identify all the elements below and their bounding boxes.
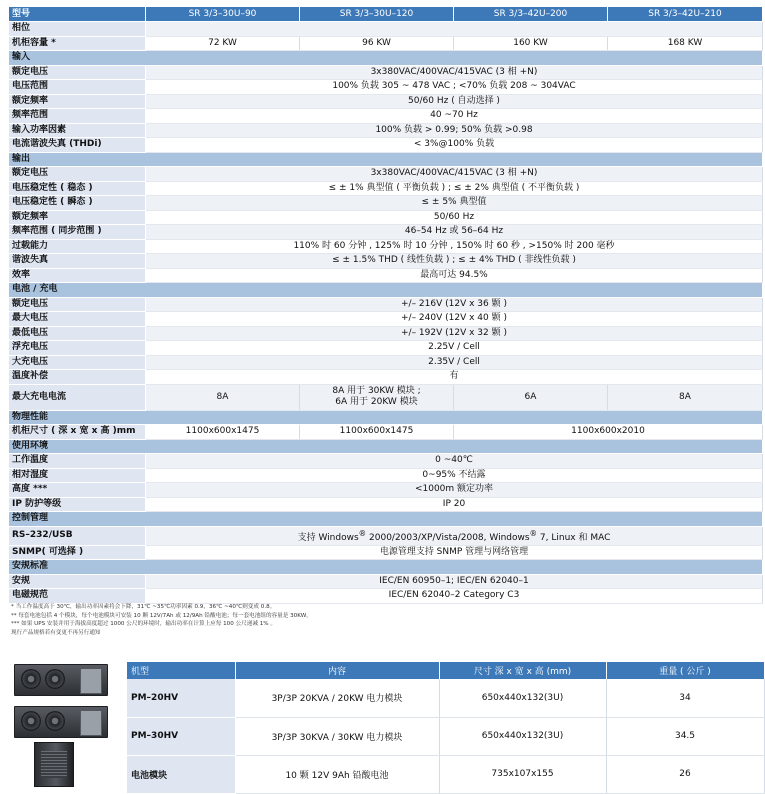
row-label: 额定电压 xyxy=(9,167,146,182)
charge-line: 8A 用于 30KW 模块 ; xyxy=(332,386,421,396)
row-value: 50/60 Hz ( 自动选择 ) xyxy=(146,94,763,109)
spec-row xyxy=(9,80,763,95)
module-weight: 26 xyxy=(606,755,764,793)
spec-row xyxy=(9,196,763,211)
os-support-suffix: 7, Linux 和 MAC xyxy=(537,532,611,543)
row-label: 最大充电电流 xyxy=(9,384,146,410)
row-value: 110% 时 60 分钟 , 125% 时 10 分钟 , 150% 时 60 秒 , >150% 时 200 毫秒 xyxy=(146,239,763,254)
row-value: < 3%@100% 负载 xyxy=(146,138,763,153)
row-value: IEC/EN 62040–2 Category C3 xyxy=(146,589,763,604)
footnote: *** 如果 UPS 安装并用于海拔高度超过 1000 公尺的环境时，输出功率在计算上应每 100 公尺递减 1% 。 xyxy=(11,621,276,627)
spec-row xyxy=(9,483,763,498)
section-input xyxy=(9,51,763,66)
spec-row xyxy=(9,497,763,512)
footnote: 现行产品规格若有变更不再另行通知 xyxy=(11,629,101,636)
registered-mark: ® xyxy=(529,528,538,538)
section-title: 安规标准 xyxy=(9,560,763,575)
row-label: 额定电压 xyxy=(9,297,146,312)
spec-row xyxy=(9,94,763,109)
row-value: 2.35V / Cell xyxy=(146,355,763,370)
table-row xyxy=(127,679,764,717)
row-label: 过载能力 xyxy=(9,239,146,254)
power-module-image xyxy=(14,664,108,696)
vent-grille-icon xyxy=(41,751,67,778)
row-label: 效率 xyxy=(9,268,146,283)
section-title: 物理性能 xyxy=(9,410,763,425)
charge-value: 6A xyxy=(454,384,608,410)
table-row xyxy=(127,717,764,755)
row-value: IEC/EN 60950–1; IEC/EN 62040–1 xyxy=(146,574,763,589)
fan-icon xyxy=(21,711,41,731)
section-environment xyxy=(9,439,763,454)
spec-header-row xyxy=(9,7,763,22)
row-value: 46–54 Hz 或 56–64 Hz xyxy=(146,225,763,240)
row-label: 最大电压 xyxy=(9,312,146,327)
spec-row xyxy=(9,239,763,254)
spec-row xyxy=(9,268,763,283)
section-control xyxy=(9,512,763,527)
capacity-value: 168 KW xyxy=(608,36,763,51)
section-title: 电池 / 充电 xyxy=(9,283,763,298)
spec-row xyxy=(9,341,763,356)
row-value: IP 20 xyxy=(146,497,763,512)
spec-row xyxy=(9,210,763,225)
module-size: 650x440x132(3U) xyxy=(439,717,606,755)
spec-row-snmp xyxy=(9,545,763,560)
row-value: 100% 负载 > 0.99; 50% 负载 >0.98 xyxy=(146,123,763,138)
row-value: 最高可达 94.5% xyxy=(146,268,763,283)
module-weight: 34 xyxy=(606,679,764,717)
row-label: 电磁规范 xyxy=(9,589,146,604)
charge-value: 8A xyxy=(146,384,300,410)
row-value xyxy=(146,526,763,545)
row-label: 额定频率 xyxy=(9,210,146,225)
fan-icon xyxy=(45,669,65,689)
spec-row xyxy=(9,312,763,327)
row-label: 机柜尺寸 ( 深 x 宽 x 高 )mm xyxy=(9,425,146,440)
row-label: 安规 xyxy=(9,574,146,589)
row-value: 3x380VAC/400VAC/415VAC (3 相 +N) xyxy=(146,167,763,182)
row-label: 相位 xyxy=(9,22,146,37)
modules-header-row xyxy=(127,662,764,679)
row-label: 输入功率因素 xyxy=(9,123,146,138)
spec-row xyxy=(9,297,763,312)
table-row xyxy=(127,755,764,793)
row-value: 100% 负载 305 ~ 478 VAC ; <70% 负载 208 ~ 304VAC xyxy=(146,80,763,95)
modules-header: 机型 xyxy=(127,662,235,679)
row-label: 高度 *** xyxy=(9,483,146,498)
spec-row xyxy=(9,181,763,196)
module-model: PM–20HV xyxy=(127,679,235,717)
row-value: <1000m 额定功率 xyxy=(146,483,763,498)
power-module-image xyxy=(14,706,108,738)
model-col-4: SR 3/3–42U–210 xyxy=(608,7,763,22)
spec-row xyxy=(9,326,763,341)
row-label: 频率范围 ( 同步范围 ) xyxy=(9,225,146,240)
spec-row-phase xyxy=(9,22,763,37)
row-label: 电流谐波失真 (THDi) xyxy=(9,138,146,153)
spec-row xyxy=(9,468,763,483)
spec-row xyxy=(9,254,763,269)
spec-row xyxy=(9,454,763,469)
spec-row xyxy=(9,109,763,124)
row-label: 额定频率 xyxy=(9,94,146,109)
section-title: 输入 xyxy=(9,51,763,66)
spec-row xyxy=(9,138,763,153)
row-value: +/– 216V (12V x 36 颗 ) xyxy=(146,297,763,312)
module-content: 10 颗 12V 9Ah 铅酸电池 xyxy=(235,755,439,793)
front-panel-icon xyxy=(80,668,102,694)
row-label: 相对湿度 xyxy=(9,468,146,483)
module-size: 735x107x155 xyxy=(439,755,606,793)
dimension-value: 1100x600x2010 xyxy=(454,425,763,440)
row-label: 浮充电压 xyxy=(9,341,146,356)
module-weight: 34.5 xyxy=(606,717,764,755)
row-label: SNMP( 可选择 ) xyxy=(9,545,146,560)
row-label: 大充电压 xyxy=(9,355,146,370)
footnotes xyxy=(11,603,312,637)
battery-module-image xyxy=(34,742,74,787)
spec-row xyxy=(9,167,763,182)
spec-row-max-charge xyxy=(9,384,763,410)
row-label: 额定电压 xyxy=(9,65,146,80)
row-value: 0 ~40℃ xyxy=(146,454,763,469)
row-value: ≤ ± 1% 典型值 ( 平衡负载 ) ; ≤ ± 2% 典型值 ( 不平衡负载 ) xyxy=(146,181,763,196)
row-value: 0~95% 不结露 xyxy=(146,468,763,483)
capacity-value: 160 KW xyxy=(454,36,608,51)
row-label: 电压稳定性 ( 瞬态 ) xyxy=(9,196,146,211)
section-safety xyxy=(9,560,763,575)
charge-value: 8A xyxy=(608,384,763,410)
modules-header: 尺寸 深 x 宽 x 高 (mm) xyxy=(439,662,606,679)
model-col-1: SR 3/3–30U–90 xyxy=(146,7,300,22)
spec-row xyxy=(9,574,763,589)
model-col-3: SR 3/3–42U–200 xyxy=(454,7,608,22)
row-value xyxy=(146,22,763,37)
footnote: * 当工作温度高于 30℃，输出功率因素将会下降，31℃ ~35℃功率因素 0.9，36℃ ~40℃则变成 0.8。 xyxy=(11,604,276,610)
row-label: 谐波失真 xyxy=(9,254,146,269)
row-label: 机柜容量 * xyxy=(9,36,146,51)
dimension-value: 1100x600x1475 xyxy=(300,425,454,440)
spec-row-dimensions xyxy=(9,425,763,440)
modules-header: 重量 ( 公斤 ) xyxy=(606,662,764,679)
section-output xyxy=(9,152,763,167)
row-value: 3x380VAC/400VAC/415VAC (3 相 +N) xyxy=(146,65,763,80)
row-label: RS–232/USB xyxy=(9,526,146,545)
module-content: 3P/3P 20KVA / 20KW 电力模块 xyxy=(235,679,439,717)
row-label: 最低电压 xyxy=(9,326,146,341)
row-label: 电压稳定性 ( 稳态 ) xyxy=(9,181,146,196)
row-value: 50/60 Hz xyxy=(146,210,763,225)
row-value: 40 ~70 Hz xyxy=(146,109,763,124)
capacity-value: 96 KW xyxy=(300,36,454,51)
row-value: ≤ ± 1.5% THD ( 线性负载 ) ; ≤ ± 4% THD ( 非线性负载 ) xyxy=(146,254,763,269)
row-value: +/– 192V (12V x 32 颗 ) xyxy=(146,326,763,341)
spec-row xyxy=(9,123,763,138)
fan-icon xyxy=(45,711,65,731)
section-battery xyxy=(9,283,763,298)
charge-value xyxy=(300,384,454,410)
section-title: 输出 xyxy=(9,152,763,167)
section-title: 控制管理 xyxy=(9,512,763,527)
spec-table xyxy=(8,6,763,604)
spec-row xyxy=(9,65,763,80)
capacity-value: 72 KW xyxy=(146,36,300,51)
spec-row-capacity xyxy=(9,36,763,51)
spec-row xyxy=(9,225,763,240)
row-value: 有 xyxy=(146,370,763,385)
os-support-mid: 2000/2003/XP/Vista/2008, Windows xyxy=(366,532,530,543)
spec-row xyxy=(9,355,763,370)
row-label: 电压范围 xyxy=(9,80,146,95)
front-panel-icon xyxy=(80,710,102,736)
row-label: IP 防护等级 xyxy=(9,497,146,512)
registered-mark: ® xyxy=(358,528,367,538)
module-model: PM–30HV xyxy=(127,717,235,755)
row-label: 工作温度 xyxy=(9,454,146,469)
row-label: 频率范围 xyxy=(9,109,146,124)
row-value: 2.25V / Cell xyxy=(146,341,763,356)
module-size: 650x440x132(3U) xyxy=(439,679,606,717)
row-label: 温度补偿 xyxy=(9,370,146,385)
section-title: 使用环境 xyxy=(9,439,763,454)
section-physical xyxy=(9,410,763,425)
row-value: ≤ ± 5% 典型值 xyxy=(146,196,763,211)
spec-row xyxy=(9,589,763,604)
row-value: 电源管理支持 SNMP 管理与网络管理 xyxy=(146,545,763,560)
module-content: 3P/3P 30KVA / 30KW 电力模块 xyxy=(235,717,439,755)
os-support-prefix: 支持 Windows xyxy=(297,532,359,543)
spec-row-rs232 xyxy=(9,526,763,545)
modules-header: 内容 xyxy=(235,662,439,679)
row-value: +/– 240V (12V x 40 颗 ) xyxy=(146,312,763,327)
spec-row xyxy=(9,370,763,385)
charge-line: 6A 用于 20KW 模块 xyxy=(335,397,418,407)
modules-table xyxy=(127,662,765,794)
footnote: ** 每套电池包括 4 个模块，每个电池模块可安装 10 颗 12V/7Ah 或 12/9Ah 铅酸电池；每一套电池组的容量是 30KW。 xyxy=(11,612,312,619)
module-model: 电池模块 xyxy=(127,755,235,793)
dimension-value: 1100x600x1475 xyxy=(146,425,300,440)
model-label: 型号 xyxy=(9,7,146,22)
fan-icon xyxy=(21,669,41,689)
model-col-2: SR 3/3–30U–120 xyxy=(300,7,454,22)
